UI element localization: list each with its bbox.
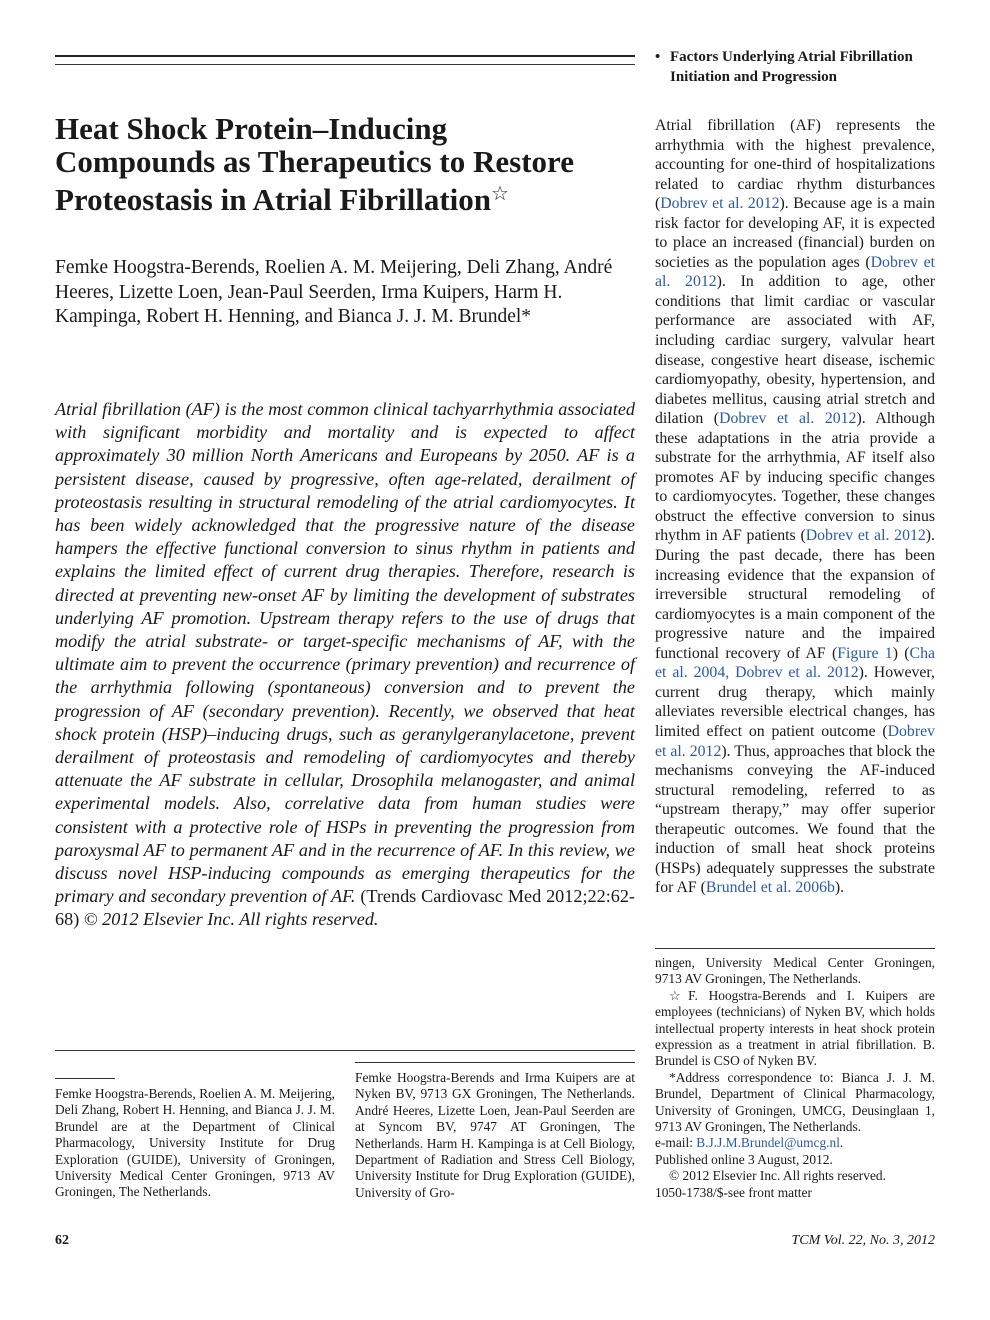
citation-link[interactable]: Dobrev et al. 2012: [719, 410, 857, 428]
citation-link[interactable]: Dobrev et al. 2012: [655, 253, 935, 291]
body-text: ). During the past decade, there has been increasing evidence that the expansion of irreversible structural remodeling of cardiomyocytes is a main component of the progressive nature and the impaired functional recovery of AF (: [655, 527, 935, 662]
footnote-copyright: © 2012 Elsevier Inc. All rights reserved.: [669, 1168, 886, 1184]
author-list: Femke Hoogstra-Berends, Roelien A. M. Meijering, Deli Zhang, André Heeres, Lizette Loen, Jean-Paul Seerden, Irma Kuipers, Harm H. Kampinga, Robert H. Henning, and Bianca J. J. M. Brundel*: [55, 257, 613, 327]
footnote-rule-mid: [355, 1062, 635, 1063]
article-title-text: Heat Shock Protein–Inducing Compounds as Therapeutics to Restore Proteostasis in Atrial Fibrillation: [55, 111, 574, 217]
body-text: ). However, current drug therapy, which mainly alleviates reversible electrical changes, has limited effect on patient outcome (: [655, 664, 935, 740]
journal-info: TCM Vol. 22, No. 3, 2012: [791, 1233, 935, 1248]
footnote-affiliations-left: Femke Hoogstra-Berends, Roelien A. M. Meijering, Deli Zhang, Robert H. Henning, and Bianca J. J. M. Brundel are at the Department of Clinical Pharmacology, University Institute for Drug Exploration (GUIDE), University of Groningen, University Medical Center Groningen, 9713 AV Groningen, The Netherlands.: [55, 1086, 335, 1200]
title-footnote-mark[interactable]: ☆: [491, 183, 509, 205]
page-number: 62: [55, 1233, 69, 1248]
footnote-email: [655, 1135, 935, 1151]
footnote-affiliation-continued: ningen, University Medical Center Groningen, 9713 AV Groningen, The Netherlands.: [655, 955, 935, 987]
top-rule-thick: [55, 55, 635, 57]
footnote-star-icon: ☆: [669, 987, 689, 1003]
email-label: e-mail:: [655, 1135, 697, 1151]
citation-link[interactable]: Dobrev et al. 2012: [660, 195, 780, 213]
body-text: ). Thus, approaches that block the mechanisms conveying the AF-induced structural remodeling, referred to as “upstream therapy,” may offer superior therapeutic outcomes. We found that the induction of small heat shock proteins (HSPs) adequately suppresses the substrate for AF (: [655, 742, 935, 897]
email-link[interactable]: B.J.J.M.Brundel@umcg.nl: [696, 1135, 840, 1151]
section-heading: [655, 48, 935, 87]
article-title: [55, 112, 615, 216]
footnote-published: Published online 3 August, 2012.: [655, 1151, 833, 1167]
footnote-affiliations-mid: Femke Hoogstra-Berends and Irma Kuipers are at Nyken BV, 9713 GX Groningen, The Netherlands. André Heeres, Lizette Loen, Jean-Paul Seerden are at Syncom BV, 9747 AT Groningen, The Netherlands. Harm H. Kampinga is at Cell Biology, Department of Radiation and Stress Cell Biology, University Institute for Drug Exploration (GUIDE), University of Gro-: [355, 1070, 635, 1200]
correspondence-label: *Address correspondence to:: [669, 1069, 834, 1085]
figure-link[interactable]: Figure 1: [837, 644, 893, 662]
intro-paragraph: [655, 116, 935, 898]
abstract-copyright: © 2012 Elsevier Inc. All rights reserved.: [83, 909, 379, 930]
footnote-issn: 1050-1738/$-see front matter: [655, 1184, 812, 1200]
footnote-correspondence: [655, 1070, 935, 1136]
footnote-conflict-text: F. Hoogstra-Berends and I. Kuipers are employees (technicians) of Nyken BV, which holds intellectual property interests in heat shock protein expression as a treatment in atrial fibrillation. B. Brundel is CSO of Nyken BV.: [655, 987, 935, 1069]
body-text: ) (: [892, 644, 910, 662]
body-text: ). In addition to age, other conditions that limit cardiac or vascular performance are associated with AF, including cardiac surgery, valvular heart disease, congestive heart disease, ischemic cardiomyopathy, obesity, hypertension, and diabetes mellitus, causing atrial stretch and dilation (: [655, 273, 935, 428]
body-text: ). Because age is a main risk factor for developing AF, it is expected to place an increased (financial) burden on societies as the population ages (: [655, 195, 935, 271]
top-rule-thin: [55, 64, 635, 65]
citation-link[interactable]: Cha et al. 2004, Dobrev et al. 2012: [655, 644, 935, 682]
correspondence-address: Bianca J. J. M. Brundel, Department of Clinical Pharmacology, University of Groningen, UMCG, Deusinglaan 1, 9713 AV Groningen, The Netherlands.: [655, 1069, 935, 1135]
section-bullet-icon: •: [655, 49, 661, 65]
section-heading-text: Factors Underlying Atrial Fibrillation Initiation and Progression: [670, 49, 913, 85]
email-end: .: [839, 1135, 844, 1151]
abstract-citation: (Trends Cardiovasc Med 2012;22:62-68): [55, 886, 635, 930]
abstract-text: Atrial fibrillation (AF) is the most common clinical tachyarrhythmia associated with significant morbidity and mortality and is expected to affect approximately 30 million North Americans and Europeans by 2050. AF is a persistent disease, caused by progressive, often age-related, derailment of proteostasis resulting in structural remodeling of the atrial cardiomyocytes. It has been widely acknowledged that the progressive nature of the disease hampers the effective functional conversion to sinus rhythm in patients and explains the limited effect of current drug therapies. Therefore, research is directed at preventing new-onset AF by limiting the development of substrates underlying AF promotion. Upstream therapy refers to the use of drugs that modify the atrial substrate- or target-specific mechanisms of AF, with the ultimate aim to prevent the occurrence (primary prevention) and recurrence of the arrhythmia following (spontaneous) conversion and to prevent the progression of AF (secondary prevention). Recently, we observed that heat shock protein (HSP)–inducing drugs, such as geranylgeranylacetone, prevent derailment of proteostasis and remodeling of cardiomyocytes and thereby attenuate the AF substrate in cellular, Drosophila melanogaster, and animal experimental models. Also, correlative data from human studies were consistent with a protective role of HSPs in preventing the progression from paroxysmal AF to permanent AF and in the recurrence of AF. In this review, we discuss novel HSP-inducing compounds as emerging therapeutics for the primary and secondary prevention of AF.: [55, 399, 635, 907]
citation-link[interactable]: Dobrev et al. 2012: [805, 527, 926, 545]
citation-link[interactable]: Dobrev et al. 2012: [655, 722, 935, 760]
footnote-right-block: [655, 955, 935, 1201]
body-text: Atrial fibrillation (AF) represents the arrhythmia with the highest prevalence, accounting for one-third of hospitalizations related to cardiac rhythm disturbances (: [655, 117, 935, 213]
abstract: [55, 398, 635, 932]
footnote-rule-left: [55, 1078, 115, 1079]
body-text: ).: [834, 879, 845, 897]
footnote-conflict: [655, 988, 935, 1070]
citation-link[interactable]: Brundel et al. 2006b: [705, 879, 835, 897]
abstract-bottom-rule: [55, 1050, 635, 1051]
footnote-rule-right: [655, 948, 935, 949]
body-text: ). Although these adaptations in the atria provide a substrate for the arrhythmia, AF itself also promotes AF by inducing specific changes to cardiomyocytes. Together, these changes obstruct the effective conversion to sinus rhythm in AF patients (: [655, 410, 935, 545]
